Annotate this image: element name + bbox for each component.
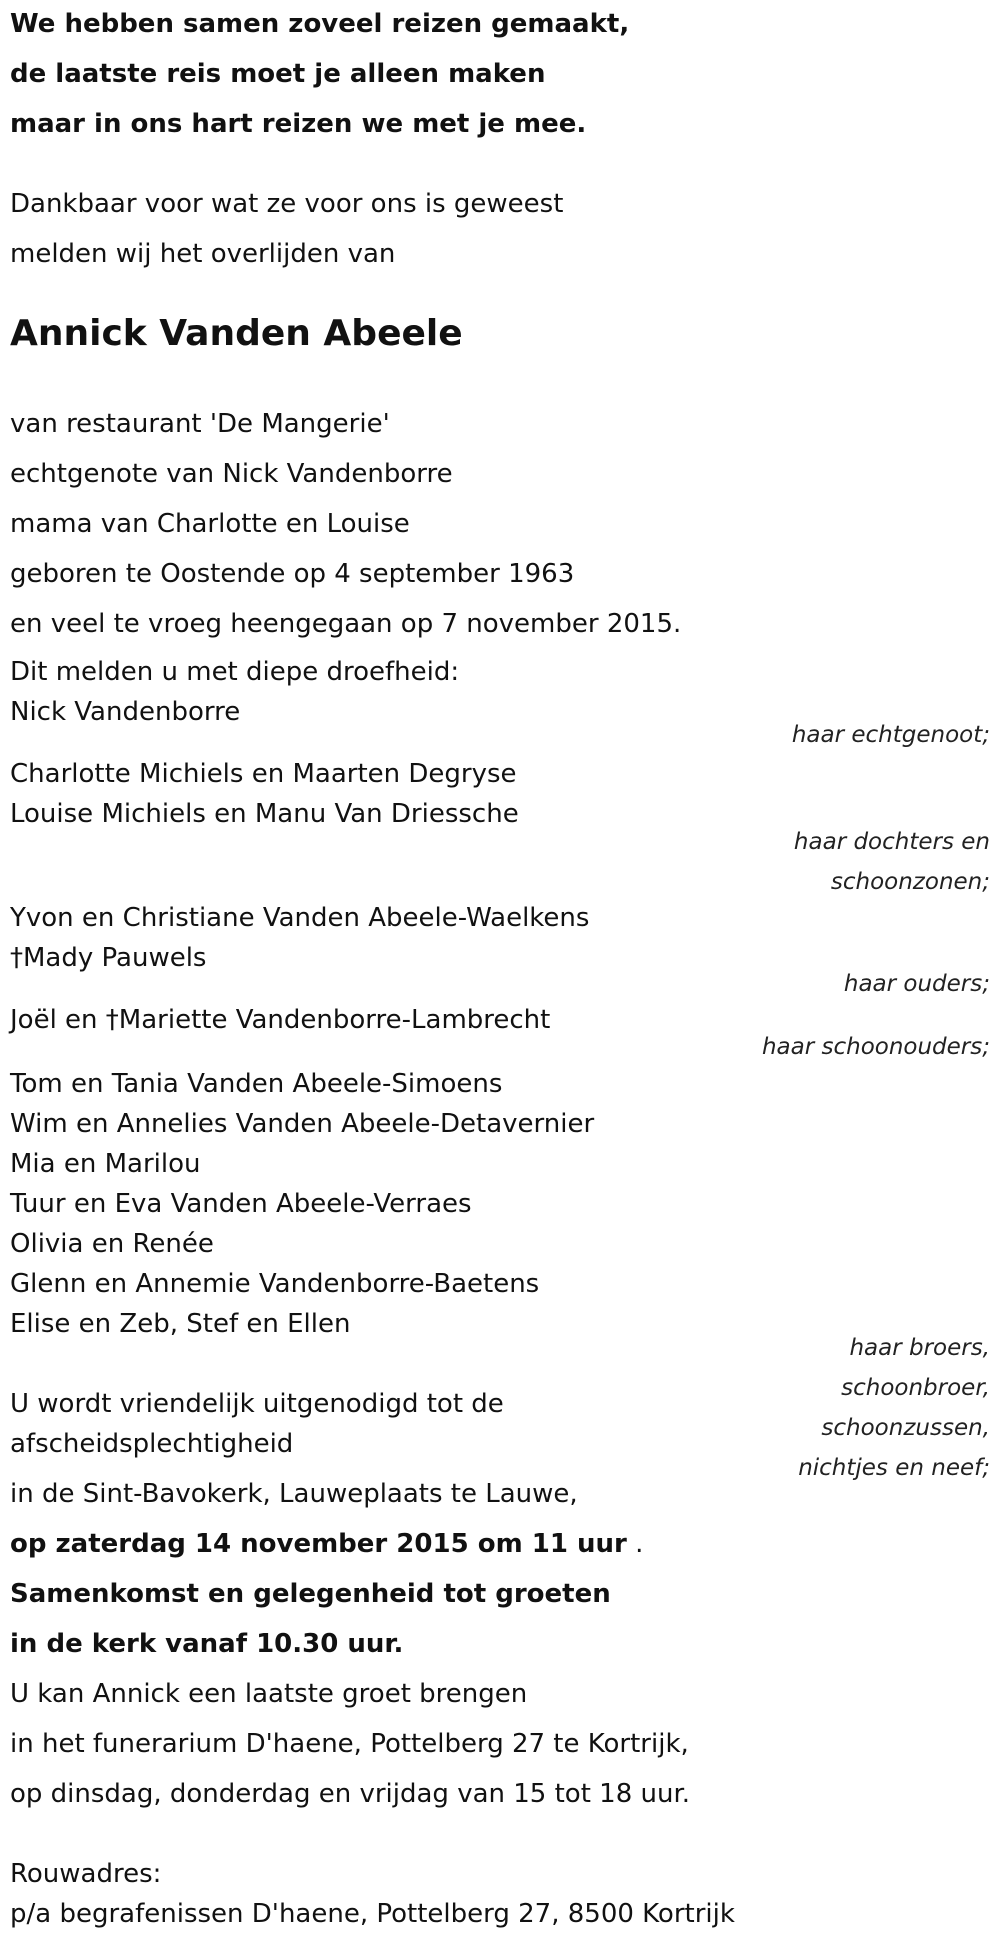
address-label: Rouwadres: (10, 1859, 162, 1889)
child-line: Charlotte Michiels en Maarten Degryse (10, 759, 517, 789)
visitation-line: op dinsdag, donderdag en vrijdag van 15 tot 18 uur. (10, 1779, 691, 1809)
intro-line: melden wij het overlijden van (10, 239, 396, 269)
children-role: schoonzonen; (830, 869, 990, 895)
in-laws-line: Joël en †Mariette Vandenborre-Lambrecht (10, 1005, 551, 1035)
siblings-role: schoonbroer, (841, 1375, 990, 1401)
intro-line: Dankbaar voor wat ze voor ons is geweest (10, 189, 564, 219)
ceremony-date (10, 1528, 643, 1560)
sibling-line: Tom en Tania Vanden Abeele-Simoens (10, 1069, 503, 1099)
siblings-role: haar broers, (849, 1335, 990, 1361)
ceremony-invite: afscheidsplechtigheid (10, 1429, 294, 1459)
detail-line: van restaurant 'De Mangerie' (10, 409, 390, 439)
in-laws-role: haar schoonouders; (761, 1034, 990, 1060)
gathering-line: Samenkomst en gelegenheid tot groeten (10, 1579, 611, 1609)
spouse-name: Nick Vandenborre (10, 697, 241, 727)
visitation-line: in het funerarium D'haene, Pottelberg 27 te Kortrijk, (10, 1729, 689, 1759)
deceased-name: Annick Vanden Abeele (10, 313, 463, 354)
mourners-intro: Dit melden u met diepe droefheid: (10, 657, 460, 687)
ceremony-date-text: op zaterdag 14 november 2015 om 11 uur (10, 1529, 627, 1559)
siblings-role: schoonzussen, (821, 1415, 990, 1441)
ceremony-invite: U wordt vriendelijk uitgenodigd tot de (10, 1389, 504, 1419)
detail-line: echtgenote van Nick Vandenborre (10, 459, 453, 489)
ceremony-location: in de Sint-Bavokerk, Lauweplaats te Lauwe, (10, 1479, 578, 1509)
sibling-line: Glenn en Annemie Vandenborre-Baetens (10, 1269, 540, 1299)
children-role: haar dochters en (793, 829, 990, 855)
spouse-role: haar echtgenoot; (791, 722, 990, 748)
parents-role: haar ouders; (843, 971, 990, 997)
child-line: Louise Michiels en Manu Van Driessche (10, 799, 519, 829)
sibling-line: Tuur en Eva Vanden Abeele-Verraes (10, 1189, 472, 1219)
poem-line: maar in ons hart reizen we met je mee. (10, 109, 587, 139)
sibling-line: Wim en Annelies Vanden Abeele-Detavernier (10, 1109, 595, 1139)
siblings-role: nichtjes en neef; (798, 1455, 990, 1481)
detail-line: en veel te vroeg heengegaan op 7 november 2015. (10, 609, 682, 639)
sibling-line: Mia en Marilou (10, 1149, 201, 1179)
parent-line: †Mady Pauwels (10, 943, 207, 973)
gathering-line: in de kerk vanaf 10.30 uur. (10, 1629, 404, 1659)
ceremony-date-suffix: . (626, 1529, 644, 1559)
poem-line: de laatste reis moet je alleen maken (10, 59, 546, 89)
sibling-line: Olivia en Renée (10, 1229, 214, 1259)
parent-line: Yvon en Christiane Vanden Abeele-Waelkens (10, 903, 590, 933)
detail-line: mama van Charlotte en Louise (10, 509, 410, 539)
sibling-line: Elise en Zeb, Stef en Ellen (10, 1309, 351, 1339)
detail-line: geboren te Oostende op 4 september 1963 (10, 559, 575, 589)
poem-line: We hebben samen zoveel reizen gemaakt, (10, 9, 630, 39)
address-value: p/a begrafenissen D'haene, Pottelberg 27, 8500 Kortrijk (10, 1899, 735, 1929)
visitation-line: U kan Annick een laatste groet brengen (10, 1679, 528, 1709)
